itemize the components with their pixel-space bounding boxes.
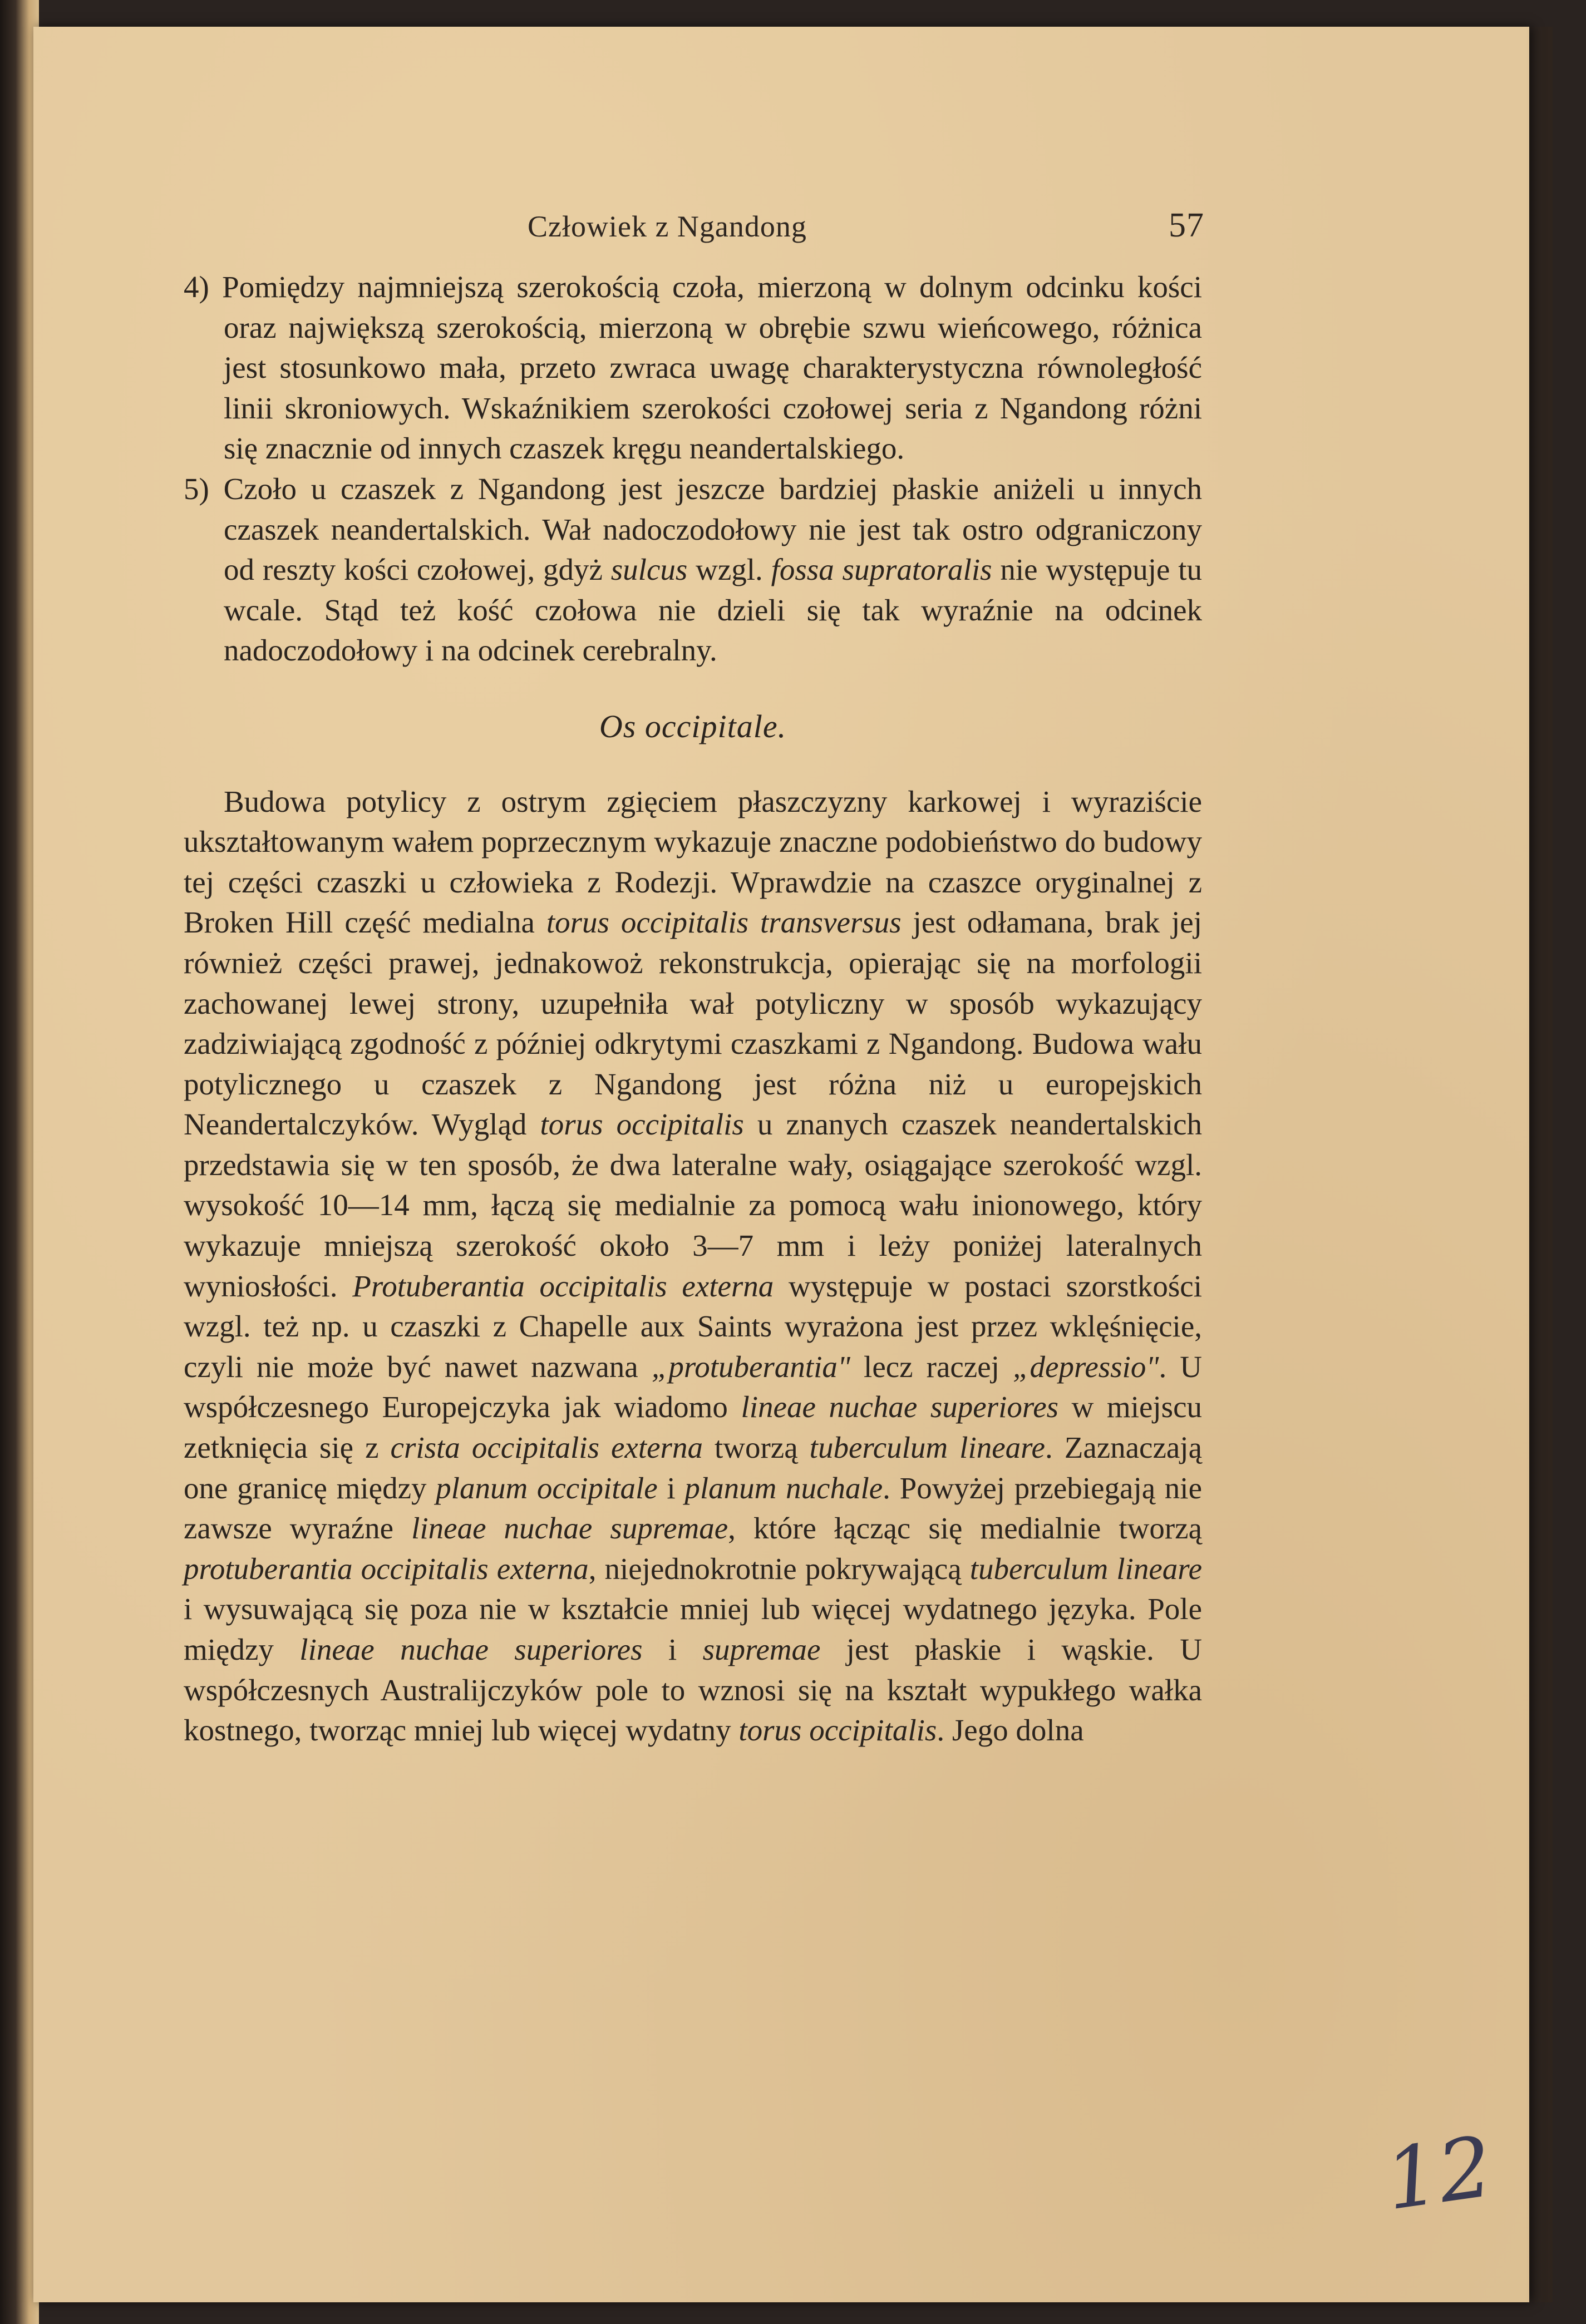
running-title: Człowiek z Ngandong [528,210,807,243]
latin-term: protuberantia occipitalis externa [184,1551,589,1586]
latin-term: supremae [702,1632,821,1666]
latin-term: „protuberantia" [651,1349,850,1384]
body-paragraph: Budowa potylicy z ostrym zgięciem płaszczyzny karkowej i wyraziście ukształtowanym wałem poprzecznym wykazuje znaczne podobieństwo do budowy tej części czaszki u człowieka z Rodezji. Wprawdzie na czaszce oryginalnej z Broken Hill część medialna torus occipitalis transversus jest odłamana, brak jej również części prawej, jednakowoż rekonstrukcja, opierając się na morfologii zachowanej lewej strony, uzupełniła wał potyliczny w sposób wykazujący zadziwiającą zgodność z później odkrytymi czaszkami z Ngandong. Budowa wału potylicznego u czaszek z Ngandong jest różna niż u europejskich Neandertalczyków. Wygląd torus occipitalis u znanych czaszek neandertalskich przedstawia się w ten sposób, że dwa lateralne wały, osiągające szerokość wzgl. wysokość 10—14 mm, łączą się medialnie za pomocą wału inionowego, który wykazuje mniejszą szerokość około 3—7 mm i leży poniżej lateralnych wyniosłości. Protuberantia occipitalis externa występuje w postaci szorstkości wzgl. też np. u czaszki z Chapelle aux Saints wyrażona jest przez wklęśnięcie, czyli nie może być nawet nazwana „protuberantia" lecz raczej „depressio". U współczesnego Europejczyka jak wiadomo lineae nuchae superiores w miejscu zetknięcia się z crista occipitalis externa tworzą tuberculum lineare. Zaznaczają one granicę między planum occipitale i planum nuchale. Powyżej przebiegają nie zawsze wyraźne lineae nuchae supremae, które łącząc się medialnie tworzą protuberantia occipitalis externa, niejednokrotnie pokrywającą tuberculum lineare i wysuwającą się poza nie w kształcie mniej lub więcej wydatnego języka. Pole między lineae nuchae superiores i supremae jest płaskie i wąskie. U współczesnych Australijczyków pole to wznosi się na kształt wypukłego wałka kostnego, tworząc mniej lub więcej wydatny torus occipitalis. Jego dolna [184,784,1203,1748]
latin-term: sulcus [610,552,688,587]
page-number: 57 [1169,206,1204,244]
section-heading: Os occipitale. [599,708,787,744]
item-label: 5) [184,471,209,506]
latin-term: Protuberantia occipitalis externa [352,1269,774,1303]
page-body [184,267,1202,1751]
item-text: Pomiędzy najmniejszą szerokością czoła, mierzoną w dolnym odcinku kości oraz największą szerokością, mierzoną w obrębie szwu wieńcowego, różnica jest stosunkowo mała, przeto zwraca uwagę charakterystyczna równoległość linii skroniowych. Wskaźnikiem szerokości czołowej seria z Ngandong różni się znacznie od innych czaszek kręgu neandertalskiego. [222,270,1202,466]
item-label: 4) [184,270,209,304]
latin-term: planum nuchale [684,1471,883,1505]
latin-term: torus occipitalis [540,1107,744,1142]
latin-term: „depressio" [1012,1349,1159,1384]
list-item-4 [184,267,1202,469]
latin-term: crista occipitalis externa [390,1430,703,1465]
page-edge-shadow [1526,27,1553,2302]
list-item-5: 5) Czoło u czaszek z Ngandong jest jeszcze bardziej płaskie aniżeli u innych czaszek neandertalskich. Wał nadoczodołowy nie jest tak ostro odgraniczony od reszty kości czołowej, gdyż sulcus wzgl. fossa supratoralis nie występuje tu wcale. Stąd też kość czołowa nie dzieli się tak wyraźnie na odcinek nadoczodołowy i na odcinek cerebralny. [184,471,1203,668]
latin-term: tuberculum lineare [969,1551,1203,1586]
latin-term: fossa supratoralis [771,552,992,587]
latin-term: tuberculum lineare [809,1430,1045,1465]
latin-term: torus occipitalis transversus [546,905,902,940]
latin-term: planum occipitale [436,1471,658,1505]
latin-term: lineae nuchae supremae [411,1511,728,1546]
latin-term: lineae nuchae superiores [741,1390,1059,1424]
latin-term: lineae nuchae superiores [299,1632,643,1666]
handwritten-folio-number: 12 [1379,2118,1499,2229]
latin-term: torus occipitalis [738,1713,937,1748]
